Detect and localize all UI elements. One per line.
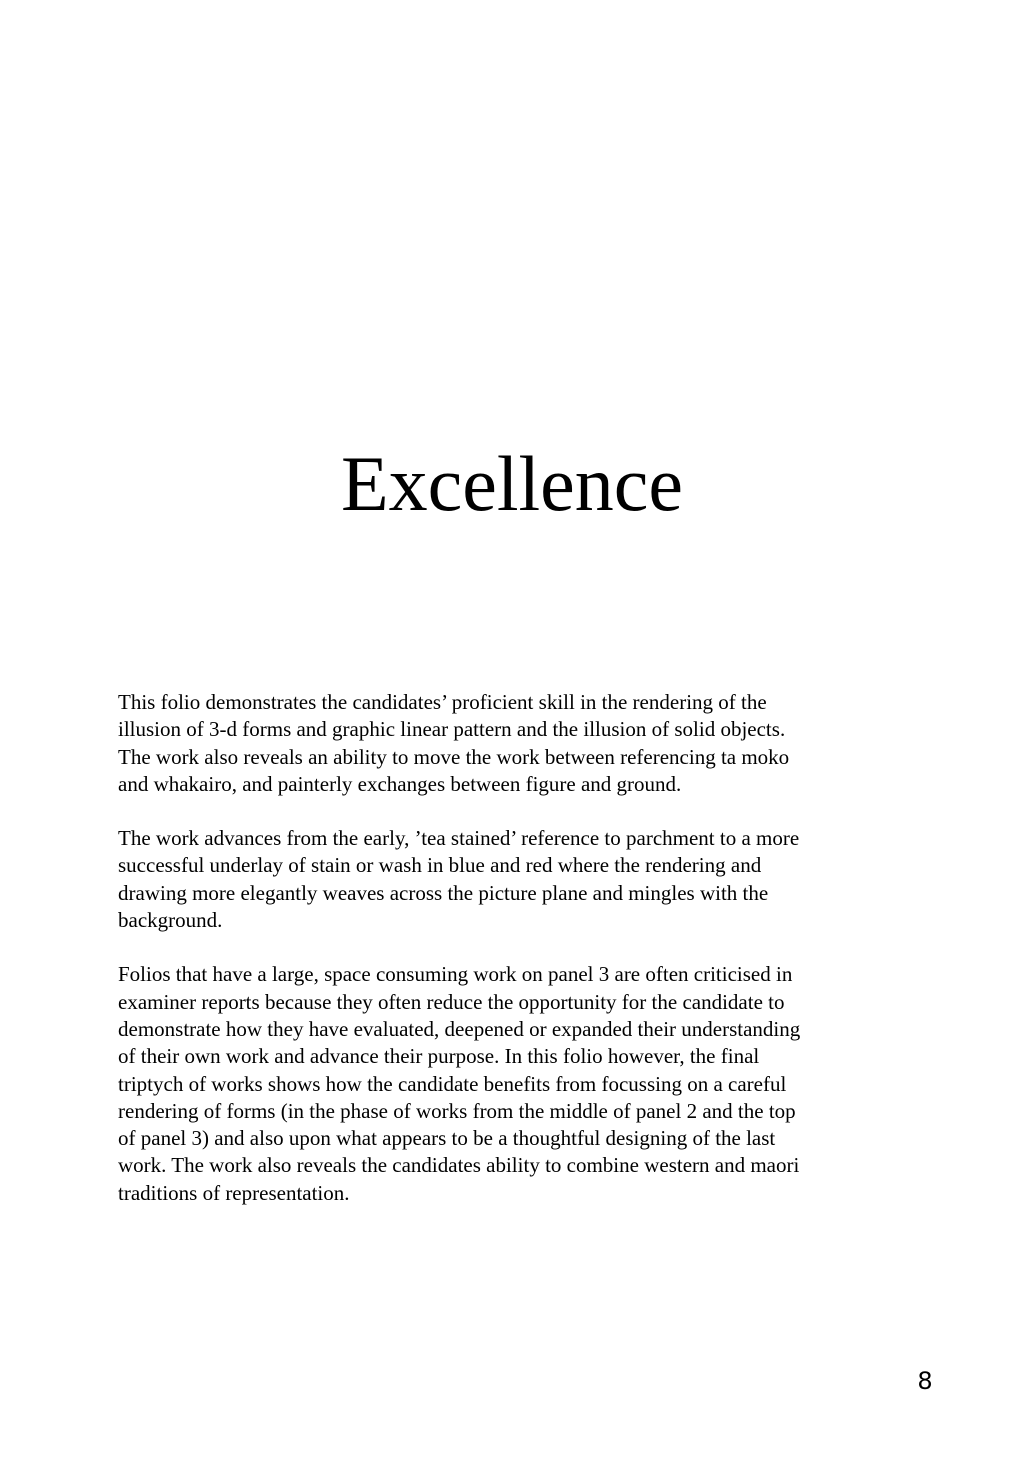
text-line: of panel 3) and also upon what appears to be a thoughtful designing of the last xyxy=(118,1126,776,1151)
page-number: 8 xyxy=(917,1367,933,1395)
paragraph xyxy=(118,825,878,934)
text-line: traditions of representation. xyxy=(118,1180,350,1205)
text-line: background. xyxy=(118,908,223,933)
paragraph xyxy=(118,961,878,1207)
text-line: The work advances from the early, ’tea stained’ reference to parchment to a more xyxy=(118,826,800,851)
text-line: demonstrate how they have evaluated, deepened or expanded their understanding xyxy=(118,1016,801,1041)
text-line: rendering of forms (in the phase of works from the middle of panel 2 and the top xyxy=(118,1098,796,1123)
paragraph xyxy=(118,689,878,798)
text-line: drawing more elegantly weaves across the picture plane and mingles with the xyxy=(118,880,769,905)
text-line: examiner reports because they often reduce the opportunity for the candidate to xyxy=(118,989,785,1014)
text-line: and whakairo, and painterly exchanges between figure and ground. xyxy=(118,771,682,796)
body-text xyxy=(118,689,878,1234)
text-line: The work also reveals an ability to move the work between referencing ta moko xyxy=(118,744,790,769)
text-line: Folios that have a large, space consuming work on panel 3 are often criticised in xyxy=(118,962,793,987)
text-line: of their own work and advance their purpose. In this folio however, the final xyxy=(118,1044,760,1069)
text-line: work. The work also reveals the candidates ability to combine western and maori xyxy=(118,1153,800,1178)
text-line: successful underlay of stain or wash in blue and red where the rendering and xyxy=(118,853,762,878)
text-line: triptych of works shows how the candidate benefits from focussing on a careful xyxy=(118,1071,787,1096)
text-line: This folio demonstrates the candidates’ proficient skill in the rendering of the xyxy=(118,690,767,714)
page-title: Excellence xyxy=(340,440,684,527)
text-line: illusion of 3-d forms and graphic linear pattern and the illusion of solid objects. xyxy=(118,717,786,742)
